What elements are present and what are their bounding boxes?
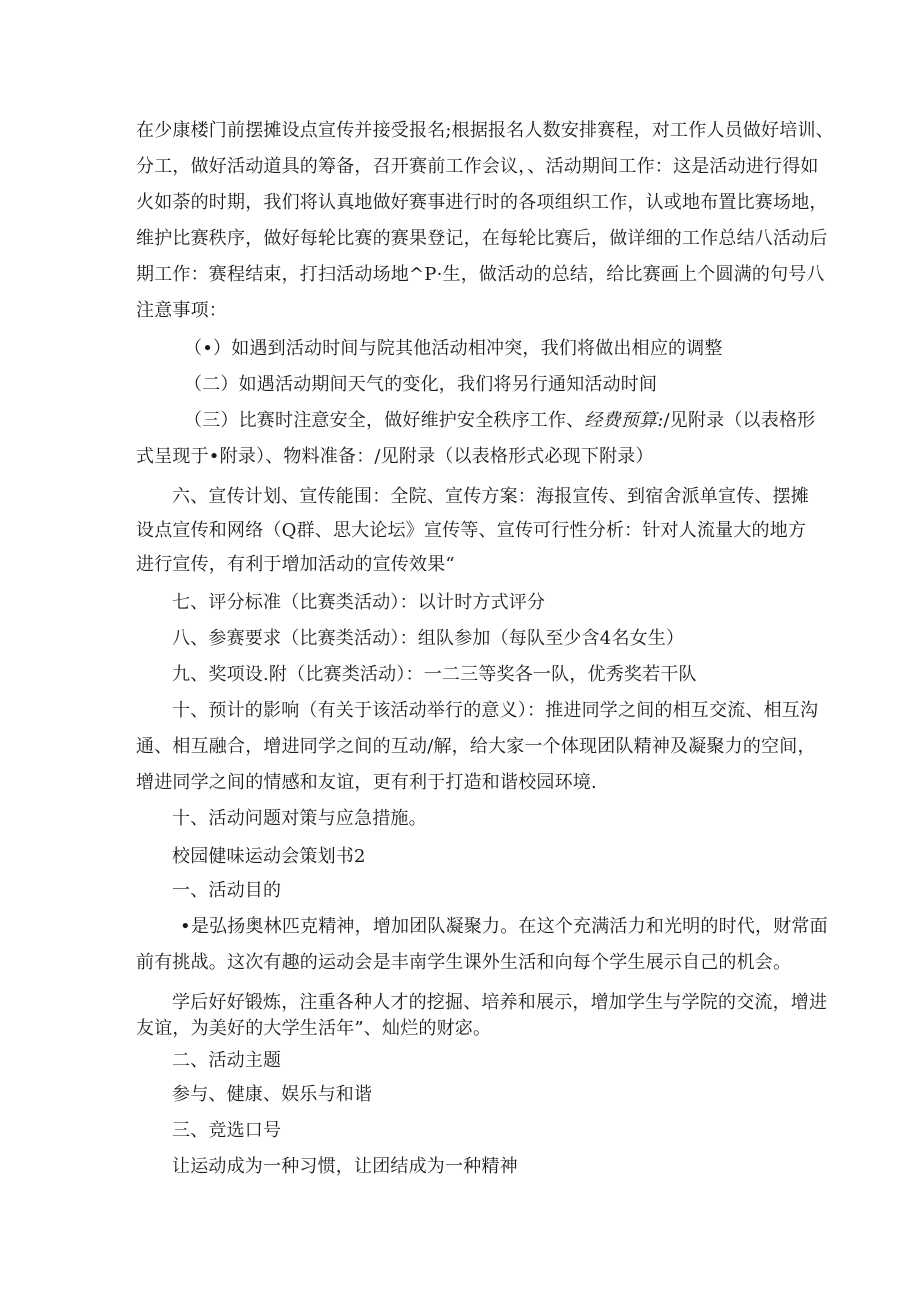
section-7: 七、评分标准（比赛类活动）：以计时方式评分 — [172, 592, 546, 613]
purpose-line: •是弘扬奥林匹克精神，增加团队凝聚力。在这个充满活力和光明的时代，财常面 — [180, 916, 828, 937]
note-item-3-tail: /见附录（以表格形 — [663, 410, 816, 431]
note-item-2: （二）如遇活动期间天气的变化，我们将另行通知活动时间 — [184, 374, 658, 395]
study-line: 友谊，为美好的大学生活年”、灿烂的财宓。 — [136, 1018, 492, 1039]
note-item-1: （•）如遇到活动时间与院其他活动相冲突，我们将做出相应的调整 — [184, 338, 723, 359]
budget-label: 经费预算: — [584, 410, 664, 431]
heading-purpose: 一、活动目的 — [172, 880, 282, 901]
section-10-line: 通、相互融合，增进同学之间的互动/解，给大家一个体现团队精神及凝聚力的空间， — [136, 736, 816, 757]
text-line: 维护比赛秩序，做好每轮比赛的赛果登记，在每轮比赛后，做详细的工作总结八活动后 — [136, 228, 828, 249]
heading-theme: 二、活动主题 — [172, 1050, 282, 1071]
purpose-line: 前有挑战。这次有趣的运动会是丰南学生课外生活和向每个学生展示自己的机会。 — [136, 952, 792, 973]
text-line: 火如荼的时期，我们将认真地做好赛事进行时的各项组织工作，认或地布置比赛场地， — [136, 192, 828, 213]
text-line: 注意事项： — [136, 300, 227, 321]
theme-text: 参与、健康、娱乐与和谐 — [172, 1084, 373, 1105]
section-11: 十、活动问题对策与应急措施。 — [172, 808, 427, 829]
section-6-line: 设点宣传和网络（Q群、思大论坛》宣传等、宣传可行性分析：针对人流量大的地方 — [136, 520, 807, 541]
study-line: 学后好好锻炼，注重各种人才的挖掘、培养和展示，增加学生与学院的交流，增进 — [172, 992, 828, 1013]
section-10-line: 十、预计的影响（有关于该活动举行的意义）：推进同学之间的相互交流、相互沟 — [172, 700, 819, 721]
text-line: 在少康楼门前摆摊设点宣传并接受报名;根据报名人数安排赛程，对工作人员做好培训、 — [136, 120, 834, 141]
section-8: 八、参赛要求（比赛类活动）：组队参加（每队至少含4名女生） — [172, 628, 685, 649]
section-10-line: 增进同学之间的情感和友谊，更有利于打造和谐校园环境. — [136, 772, 597, 793]
heading-slogan: 三、竞选口号 — [172, 1120, 282, 1141]
document-title-2: 校园健味运动会策划书2 — [172, 846, 366, 867]
note-item-3-text: （三）比赛时注意安全，做好维护安全秩序工作、 — [184, 410, 585, 431]
slogan-text: 让运动成为一种习惯，让团结成为一种精神 — [172, 1156, 518, 1177]
note-item-3 — [184, 410, 815, 432]
section-6-line: 六、宣传计划、宣传能围：全院、宣传方案：海报宣传、到宿舍派单宣传、摆摊 — [172, 486, 809, 507]
section-9: 九、奖项设.附（比赛类活动）：一二三等奖各一队，优秀奖若干队 — [172, 664, 697, 685]
text-line: 式呈现于•附录）、物料准备：/见附录（以表格形式必现下附录） — [136, 446, 654, 467]
text-line: 分工，做好活动道具的筹备，召开赛前工作会议，、活动期间工作：这是活动进行得如 — [136, 156, 819, 177]
text-line: 期工作：赛程结束，打扫活动场地^P·生，做活动的总结，给比赛画上个圆满的句号八 — [136, 264, 825, 285]
section-6-line: 进行宣传，有利于增加活动的宣传效果“ — [136, 554, 455, 575]
